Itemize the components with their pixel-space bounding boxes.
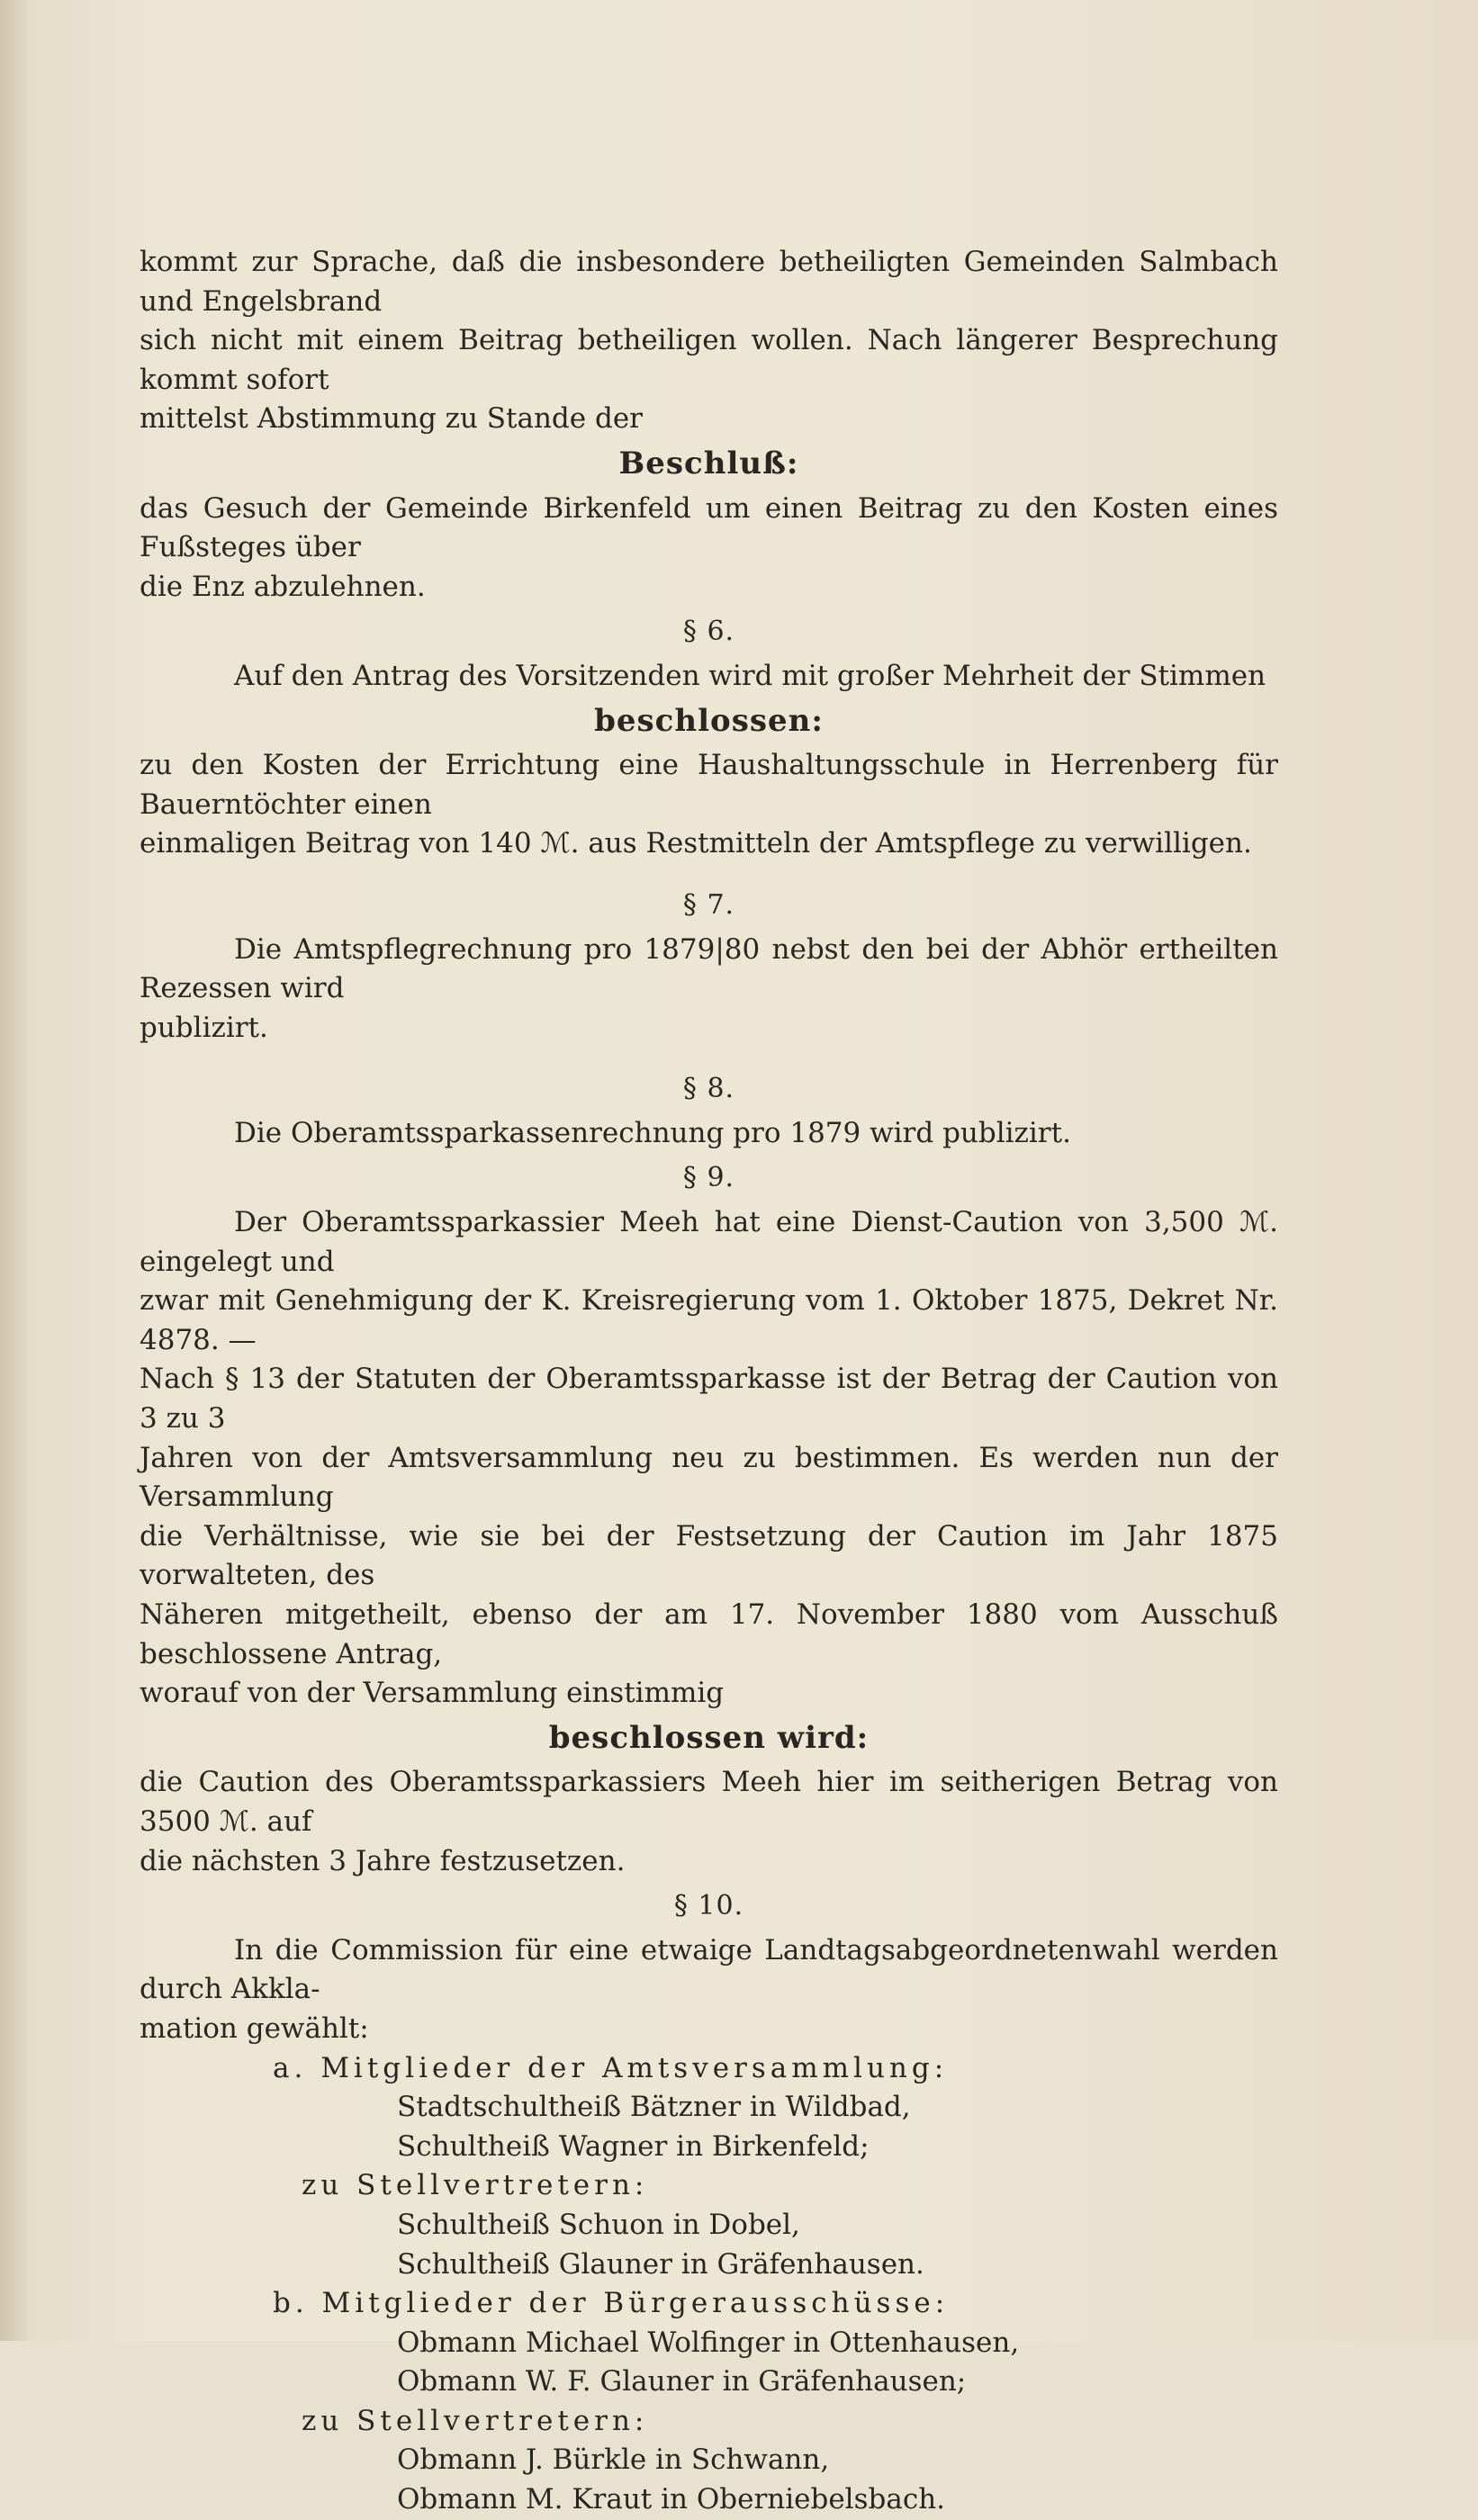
section-heading-9: § 9. <box>682 1162 735 1194</box>
text-line: Die Oberamtssparkassenrechnung pro 1879 wird publizirt. <box>234 1116 1071 1149</box>
list-item: Obmann J. Bürkle in Schwann, <box>397 2444 830 2477</box>
resolution-heading: beschlossen: <box>594 702 824 739</box>
text-line: sich nicht mit einem Beitrag betheiligen wollen. Nach längerer Besprechung kommt sofort <box>140 324 1278 396</box>
resolution-heading: Beschluß: <box>618 445 799 482</box>
text-line: Auf den Antrag des Vorsitzenden wird mit großer Mehrheit der Stimmen <box>234 659 1266 692</box>
list-item: Schultheiß Wagner in Birkenfeld; <box>397 2129 870 2163</box>
text-line: Die Amtspflegrechnung pro 1879|80 nebst den bei der Abhör ertheilten Rezessen wird <box>140 932 1278 1005</box>
document-text <box>140 243 1278 2520</box>
text-line: Der Oberamtssparkassier Meeh hat eine Dienst-Caution von 3,500 ℳ. eingelegt und <box>140 1206 1278 1278</box>
resolution-heading: beschlossen wird: <box>548 1719 870 1756</box>
text-line: die Caution des Oberamtssparkassiers Meeh hier im seitherigen Betrag von 3500 ℳ. auf <box>140 1766 1278 1838</box>
text-line: einmaligen Beitrag von 140 ℳ. aus Restmitteln der Amtspflege zu verwilligen. <box>140 827 1252 860</box>
list-item: Obmann Michael Wolfinger in Ottenhausen, <box>397 2326 1020 2359</box>
list-subheading: zu Stellvertretern: <box>302 2169 649 2202</box>
text-line: publizirt. <box>140 1011 268 1044</box>
list-item: Schultheiß Glauner in Gräfenhausen. <box>397 2247 924 2281</box>
text-line: zwar mit Genehmigung der K. Kreisregierung vom 1. Oktober 1875, Dekret Nr. 4878. — <box>140 1284 1278 1356</box>
commission-list <box>273 2049 1278 2520</box>
text-line: Jahren von der Amtsversammlung neu zu bestimmen. Es werden nun der Versammlung <box>140 1441 1278 1514</box>
text-line: das Gesuch der Gemeinde Birkenfeld um einen Beitrag zu den Kosten eines Fußsteges über <box>140 491 1278 564</box>
list-item: Obmann W. F. Glauner in Gräfenhausen; <box>397 2365 967 2398</box>
section-heading-7: § 7. <box>682 888 735 921</box>
text-line: die nächsten 3 Jahre festzusetzen. <box>140 1844 626 1877</box>
text-line: mation gewählt: <box>140 2012 369 2045</box>
list-heading-b: b. Mitglieder der Bürgerausschüsse: <box>273 2287 950 2320</box>
text-line: worauf von der Versammlung einstimmig <box>140 1677 725 1710</box>
text-line: zu den Kosten der Errichtung eine Haushaltungsschule in Herrenberg für Bauerntöchter einen <box>140 749 1278 821</box>
section-heading-10: § 10. <box>673 1890 744 1922</box>
page-edge <box>0 0 27 2341</box>
list-heading-a: a. Mitglieder der Amtsversammlung: <box>273 2051 949 2084</box>
text-line: Näheren mitgetheilt, ebenso der am 17. November 1880 vom Ausschuß beschlossene Antrag, <box>140 1598 1278 1670</box>
list-subheading: zu Stellvertretern: <box>302 2404 649 2437</box>
text-line: In die Commission für eine etwaige Landtagsabgeordnetenwahl werden durch Akkla- <box>140 1933 1278 2006</box>
list-item: Obmann M. Kraut in Oberniebelsbach. <box>397 2483 946 2516</box>
section-heading-6: § 6. <box>682 616 735 648</box>
list-item: Stadtschultheiß Bätzner in Wildbad, <box>397 2091 911 2124</box>
section-heading-8: § 8. <box>682 1073 735 1105</box>
text-line: kommt zur Sprache, daß die insbesondere betheiligten Gemeinden Salmbach und Engelsbrand <box>140 246 1278 318</box>
list-item: Schultheiß Schuon in Dobel, <box>397 2208 800 2241</box>
text-line: die Verhältnisse, wie sie bei der Festsetzung der Caution im Jahr 1875 vorwalteten, des <box>140 1519 1278 1592</box>
text-line: die Enz abzulehnen. <box>140 570 426 603</box>
text-line: Nach § 13 der Statuten der Oberamtssparkasse ist der Betrag der Caution von 3 zu 3 <box>140 1363 1278 1436</box>
text-line: mittelst Abstimmung zu Stande der <box>140 402 643 436</box>
